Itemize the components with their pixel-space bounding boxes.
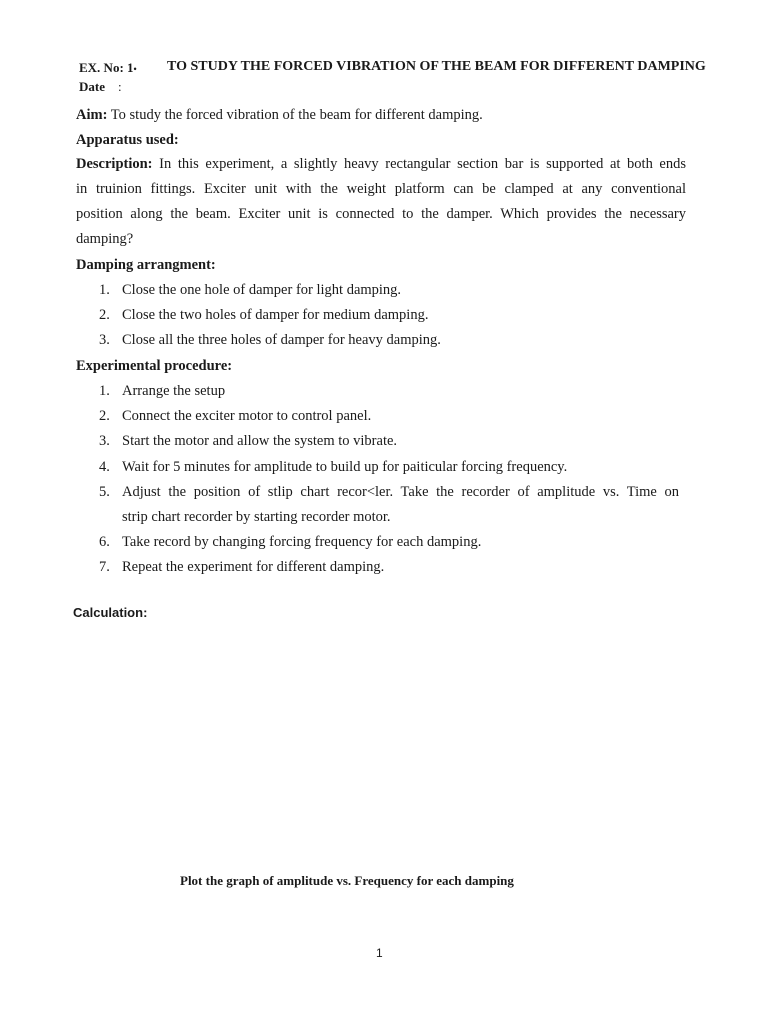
list-number: 6. <box>99 534 110 550</box>
list-number: 4. <box>99 459 110 475</box>
description-label: Description: <box>76 156 153 172</box>
aim-text: To study the forced vibration of the beam for different damping. <box>110 107 483 123</box>
exercise-number: EX. No: 1• <box>79 60 137 75</box>
damping-item: Close the one hole of damper for light damping. <box>122 282 402 298</box>
date-colon: : <box>118 79 122 94</box>
procedure-item: Wait for 5 minutes for amplitude to build up for paiticular forcing frequency. <box>122 459 568 475</box>
page-number: 1 <box>376 946 383 960</box>
procedure-item: Repeat the experiment for different damping. <box>122 559 385 575</box>
description-line-3: position along the beam. Exciter unit is connected to the damper. Which provides the necessary <box>76 206 686 222</box>
damping-item: Close the two holes of damper for medium damping. <box>122 307 429 323</box>
description-line-1 <box>76 156 686 173</box>
list-number: 3. <box>99 433 110 449</box>
damping-item: Close all the three holes of damper for heavy damping. <box>122 332 441 348</box>
description-line-2: in truinion fittings. Exciter unit with the weight platform can be clamped at any conventional <box>76 181 686 197</box>
list-number: 5. <box>99 484 110 500</box>
calculation-label: Calculation: <box>73 605 148 620</box>
list-number: 3. <box>99 332 110 348</box>
plot-instruction: Plot the graph of amplitude vs. Frequency for each damping <box>180 873 514 888</box>
procedure-item: Start the motor and allow the system to vibrate. <box>122 433 398 449</box>
procedure-item: Arrange the setup <box>122 383 226 399</box>
date-label: Date <box>79 79 105 94</box>
procedure-item: Connect the exciter motor to control panel. <box>122 408 372 424</box>
description-line-4: damping? <box>76 231 134 247</box>
ex-number-mark: • <box>133 64 137 75</box>
procedure-item: Take record by changing forcing frequency for each damping. <box>122 534 482 550</box>
aim-line <box>76 107 483 124</box>
procedure-item-continuation: strip chart recorder by starting recorder motor. <box>122 509 391 525</box>
list-number: 2. <box>99 307 110 323</box>
list-number: 1. <box>99 383 110 399</box>
procedure-heading: Experimental procedure: <box>76 358 233 374</box>
aim-label: Aim: <box>76 107 108 123</box>
list-number: 1. <box>99 282 110 298</box>
page-title: TO STUDY THE FORCED VIBRATION OF THE BEAM FOR DIFFERENT DAMPING <box>167 59 706 74</box>
list-number: 2. <box>99 408 110 424</box>
list-number: 7. <box>99 559 110 575</box>
damping-heading: Damping arrangment: <box>76 257 216 273</box>
procedure-item: Adjust the position of stlip chart recor<ler. Take the recorder of amplitude vs. Time on <box>122 484 679 500</box>
apparatus-label: Apparatus used: <box>76 132 179 148</box>
description-text-1: In this experiment, a slightly heavy rectangular section bar is supported at both ends <box>159 156 687 172</box>
